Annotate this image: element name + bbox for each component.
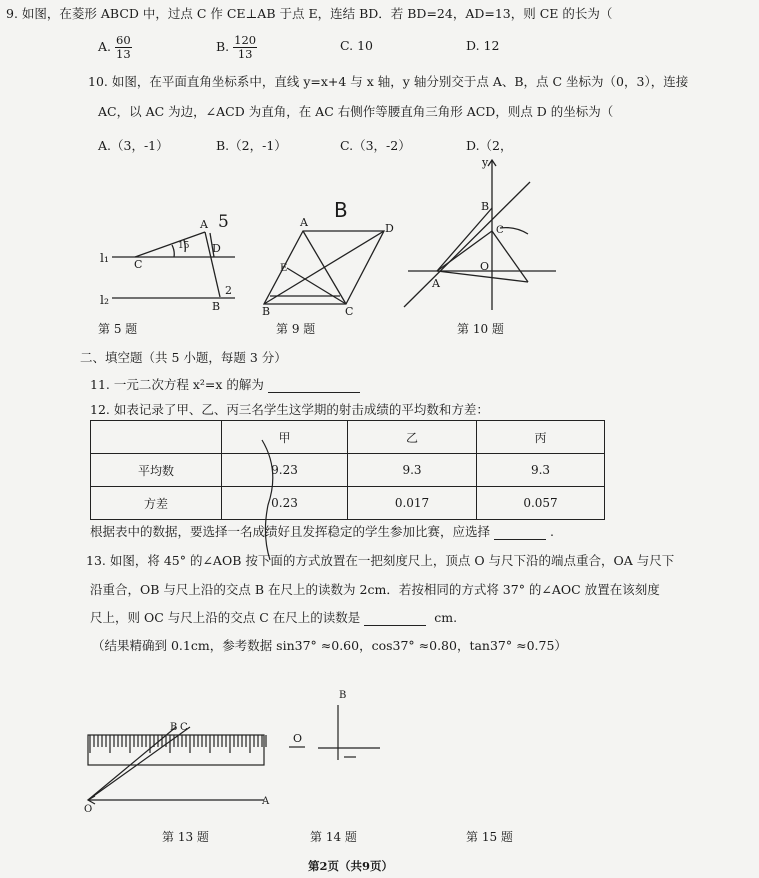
fraction: $\frac{120}{13}$	[234, 33, 257, 61]
q10-option-b: B.（2，-1）	[216, 138, 287, 153]
option-b: B. $\frac{120}{13}$	[216, 33, 257, 61]
figure-14-caption: 第 14 题	[310, 830, 357, 844]
label-c: C	[345, 305, 354, 318]
label-y: y	[482, 156, 489, 169]
label-l1: l₁	[100, 250, 110, 265]
question-9-text: 9. 如图，在菱形 ABCD 中，过点 C 作 CE⊥AB 于点 E，连结 BD．若 BD=24，AD=13，则 CE 的长为（	[6, 6, 613, 21]
question-13-note: （结果精确到 0.1cm，参考数据 sin37° ≈0.60，cos37° ≈0.80，tan37° ≈0.75）	[92, 638, 567, 653]
label-o: O	[293, 732, 303, 745]
question-12-text: 12. 如表记录了甲、乙、丙三名学生这学期的射击成绩的平均数和方差：	[90, 402, 489, 417]
label-d: D	[385, 222, 394, 235]
label-c: C	[134, 258, 143, 271]
q10-option-a: A.（3，-1）	[98, 138, 169, 153]
label-a: A	[200, 218, 208, 231]
section-title: 二、填空题（共 5 小题，每题 3 分）	[80, 350, 287, 365]
label-b: B	[339, 690, 347, 701]
figure-15-caption: 第 15 题	[466, 830, 513, 844]
label-b: B	[262, 305, 271, 318]
label-a: A	[262, 796, 270, 807]
option-c: C. 10	[340, 38, 373, 53]
label-a: A	[432, 277, 440, 290]
figure-5-caption: 第 5 题	[98, 322, 138, 336]
label-b: B	[212, 300, 221, 313]
figure-10-caption: 第 10 题	[457, 322, 504, 336]
fraction: $\frac{60}{13}$	[116, 33, 131, 61]
label-d: D	[212, 242, 221, 255]
q10-option-c: C.（3，-2）	[340, 138, 411, 153]
q10-option-d: D.（2，	[466, 138, 513, 153]
label-b: B	[170, 722, 178, 733]
question-10-line1: 10. 如图，在平面直角坐标系中，直线 y=x+4 与 x 轴，y 轴分别交于点 A、B，点 C 坐标为（0，3），连接	[88, 74, 689, 89]
label-c: C	[180, 722, 188, 733]
question-13-line2: 沿重合，OB 与尺上沿的交点 B 在尺上的读数为 2cm．若按相同的方式将 37° 的∠AOC 放置在该刻度	[90, 582, 660, 597]
question-11: 11. 一元二次方程 x²=x 的解为	[90, 375, 360, 393]
label-15: 15	[178, 241, 190, 251]
question-13-line3: 尺上，则 OC 与尺上沿的交点 C 在尺上的读数是 cm.	[90, 610, 458, 625]
question-10-line2: AC，以 AC 为边，∠ACD 为直角，在 AC 右侧作等腰直角三角形 ACD，则点 D 的坐标为（	[98, 104, 614, 119]
table-row: 平均数 9.23 9.3 9.3	[91, 454, 605, 487]
label-o: O	[480, 260, 490, 273]
figure-13-caption: 第 13 题	[162, 830, 209, 844]
page-footer: 第2页（共9页）	[308, 859, 394, 873]
label-e: E	[280, 263, 288, 274]
label-l2: l₂	[100, 292, 110, 307]
label-a: A	[300, 216, 308, 229]
question-13-line1: 13. 如图，将 45° 的∠AOB 按下面的方式放置在一把刻度尺上，顶点 O 与尺下沿的端点重合，OA 与尺下	[86, 553, 675, 568]
option-d: D. 12	[466, 38, 500, 53]
label-o: O	[84, 804, 93, 815]
label-5: 5	[218, 212, 229, 232]
option-a: A. $\frac{60}{13}$	[98, 33, 131, 61]
handwritten-answer: B	[334, 198, 348, 222]
label-2: 2	[225, 284, 232, 297]
label-c: C	[496, 225, 504, 236]
label-b: B	[481, 200, 490, 213]
table-row: 方差 0.23 0.017 0.057	[91, 487, 605, 520]
question-12-after: 根据表中的数据，要选择一名成绩好且发挥稳定的学生参加比赛，应选择 .	[90, 524, 554, 539]
figure-9-caption: 第 9 题	[276, 322, 316, 336]
table-header-row: 甲 乙 丙	[91, 421, 605, 454]
